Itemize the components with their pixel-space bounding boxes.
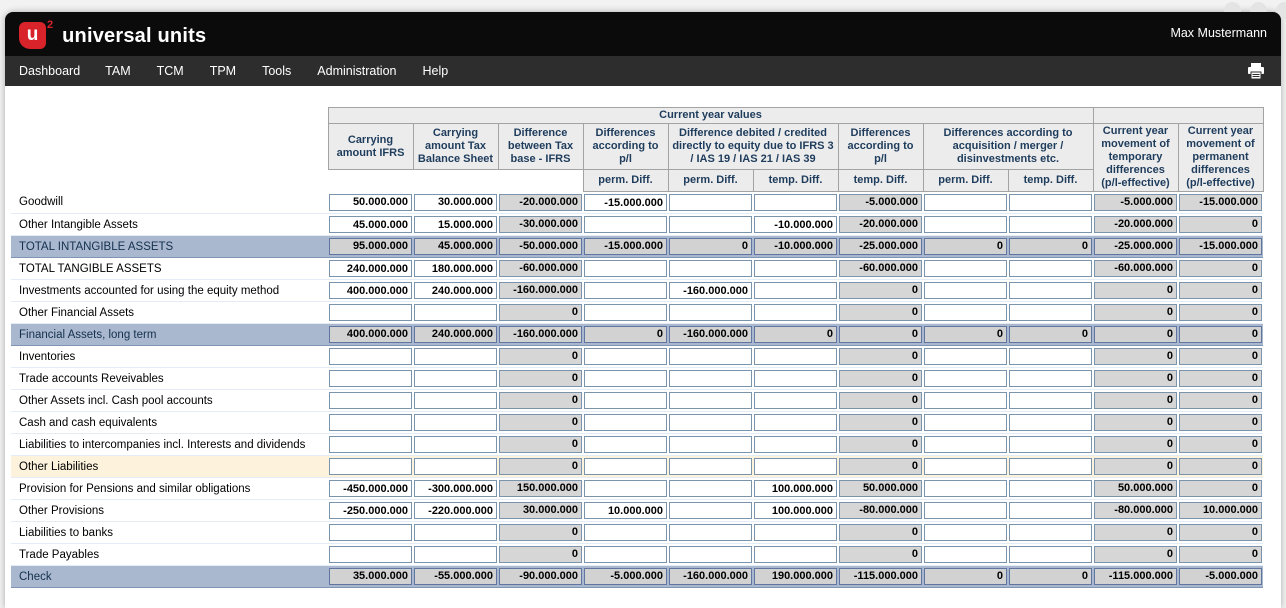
subheader-temp-diff: temp. Diff.	[1008, 170, 1093, 192]
cell-value: 0	[924, 326, 1007, 343]
table-row	[11, 434, 1263, 456]
row-label: Financial Assets, long term	[11, 324, 328, 346]
cell-input[interactable]	[584, 282, 667, 299]
cell-input[interactable]	[1009, 546, 1092, 563]
cell-value: 0	[1179, 304, 1262, 321]
current-user: Max Mustermann	[1170, 26, 1267, 40]
cell-input[interactable]	[924, 282, 1007, 299]
cell-input[interactable]	[329, 524, 412, 541]
cell-value: 0	[499, 414, 582, 431]
cell-input[interactable]	[584, 216, 667, 233]
cell-input[interactable]	[669, 480, 752, 497]
nav-item-administration[interactable]: Administration	[317, 64, 397, 78]
cell-input[interactable]	[584, 348, 667, 365]
cell-value: 0	[499, 370, 582, 387]
cell-value: -60.000.000	[839, 260, 922, 277]
cell-value: 0	[1179, 348, 1262, 365]
cell-value: -20.000.000	[499, 194, 582, 211]
cell-input[interactable]	[754, 502, 837, 519]
cell-value: -90.000.000	[499, 568, 582, 585]
cell-input[interactable]	[584, 480, 667, 497]
table-row	[11, 258, 1263, 280]
row-label: Other Financial Assets	[11, 302, 328, 324]
cell-value: -80.000.000	[839, 502, 922, 519]
table-body	[11, 192, 1263, 588]
cell-input[interactable]	[329, 260, 412, 277]
row-label: Trade Payables	[11, 544, 328, 566]
cell-value: -160.000.000	[499, 326, 582, 343]
cell-value: 45.000.000	[414, 238, 497, 255]
cell-input[interactable]	[329, 348, 412, 365]
nav-item-help[interactable]: Help	[422, 64, 449, 78]
cell-input[interactable]	[414, 282, 497, 299]
cell-value: -5.000.000	[584, 568, 667, 585]
app-logo	[19, 19, 206, 49]
row-label: Inventories	[11, 346, 328, 368]
cell-input[interactable]	[669, 282, 752, 299]
cell-input[interactable]	[924, 348, 1007, 365]
cell-value: 0	[1179, 370, 1262, 387]
cell-input[interactable]	[414, 216, 497, 233]
cell-value: 0	[1179, 414, 1262, 431]
table-row	[11, 544, 1263, 566]
cell-value: -25.000.000	[839, 238, 922, 255]
cell-value: 0	[499, 458, 582, 475]
col-header-diff-equity: Difference debited / credited directly to equity due to IFRS 3 / IAS 19 / IAS 21 / IAS 39	[668, 124, 838, 170]
row-label: Other Liabilities	[11, 456, 328, 478]
cell-input[interactable]	[1009, 458, 1092, 475]
table-row	[11, 478, 1263, 500]
cell-value: 0	[1179, 326, 1262, 343]
cell-value: 0	[1094, 348, 1177, 365]
table-row	[11, 412, 1263, 434]
cell-input[interactable]	[924, 502, 1007, 519]
main-nav	[5, 56, 1281, 86]
cell-value: -115.000.000	[839, 568, 922, 585]
cell-input[interactable]	[1009, 304, 1092, 321]
cell-input[interactable]	[329, 304, 412, 321]
cell-value: 0	[499, 546, 582, 563]
cell-input[interactable]	[329, 282, 412, 299]
cell-input[interactable]	[669, 524, 752, 541]
row-label: Investments accounted for using the equity method	[11, 280, 328, 302]
cell-value: -115.000.000	[1094, 568, 1177, 585]
group-header-current-year: Current year values	[328, 108, 1093, 124]
cell-input[interactable]	[924, 370, 1007, 387]
cell-input[interactable]	[414, 392, 497, 409]
cell-value: -25.000.000	[1094, 238, 1177, 255]
cell-value: 190.000.000	[754, 568, 837, 585]
cell-input[interactable]	[1009, 260, 1092, 277]
row-label: Liabilities to intercompanies incl. Interests and dividends	[11, 434, 328, 456]
cell-input[interactable]	[924, 436, 1007, 453]
cell-input[interactable]	[329, 502, 412, 519]
cell-input[interactable]	[414, 348, 497, 365]
cell-value: 0	[839, 414, 922, 431]
cell-value: -10.000.000	[754, 238, 837, 255]
cell-input[interactable]	[669, 348, 752, 365]
cell-input[interactable]	[754, 458, 837, 475]
cell-input[interactable]	[1009, 282, 1092, 299]
table-row	[11, 214, 1263, 236]
cell-value: 0	[499, 304, 582, 321]
cell-value: 0	[839, 304, 922, 321]
nav-item-dashboard[interactable]: Dashboard	[19, 64, 81, 78]
row-label: Trade accounts Reveivables	[11, 368, 328, 390]
cell-input[interactable]	[754, 546, 837, 563]
cell-value: 50.000.000	[1094, 480, 1177, 497]
cell-input[interactable]	[414, 546, 497, 563]
cell-input[interactable]	[669, 194, 752, 211]
cell-value: -15.000.000	[584, 238, 667, 255]
cell-value: 0	[1094, 546, 1177, 563]
cell-value: 0	[1179, 458, 1262, 475]
cell-input[interactable]	[669, 216, 752, 233]
subheader-temp-diff: temp. Diff.	[838, 170, 923, 192]
cell-value: 0	[924, 568, 1007, 585]
cell-input[interactable]	[414, 436, 497, 453]
cell-input[interactable]	[329, 216, 412, 233]
subheader-perm-diff: perm. Diff.	[668, 170, 753, 192]
table-row	[11, 390, 1263, 412]
cell-input[interactable]	[924, 216, 1007, 233]
cell-input[interactable]	[584, 436, 667, 453]
cell-input[interactable]	[924, 524, 1007, 541]
cell-input[interactable]	[414, 414, 497, 431]
cell-value: 0	[1094, 524, 1177, 541]
cell-value: 0	[1179, 392, 1262, 409]
cell-input[interactable]	[584, 524, 667, 541]
cell-value: 0	[839, 458, 922, 475]
cell-input[interactable]	[924, 392, 1007, 409]
row-label: Other Assets incl. Cash pool accounts	[11, 390, 328, 412]
cell-value: 0	[1179, 260, 1262, 277]
top-bar	[5, 12, 1281, 56]
cell-value: 0	[1009, 326, 1092, 343]
cell-input[interactable]	[754, 436, 837, 453]
tax-balance-table	[11, 107, 1264, 588]
cell-value: 0	[499, 436, 582, 453]
cell-input[interactable]	[1009, 392, 1092, 409]
cell-input[interactable]	[669, 304, 752, 321]
cell-value: 0	[499, 348, 582, 365]
cell-input[interactable]	[669, 414, 752, 431]
cell-input[interactable]	[754, 216, 837, 233]
cell-value: 0	[1094, 458, 1177, 475]
logo-wordmark: universal units	[62, 25, 207, 47]
cell-input[interactable]	[669, 436, 752, 453]
cell-value: -160.000.000	[499, 282, 582, 299]
cell-input[interactable]	[754, 282, 837, 299]
cell-input[interactable]	[754, 480, 837, 497]
cell-value: 0	[1094, 370, 1177, 387]
cell-value: 0	[839, 436, 922, 453]
row-label: TOTAL TANGIBLE ASSETS	[11, 258, 328, 280]
cell-value: 50.000.000	[839, 480, 922, 497]
cell-input[interactable]	[924, 458, 1007, 475]
cell-input[interactable]	[924, 480, 1007, 497]
cell-value: -20.000.000	[839, 216, 922, 233]
cell-value: 0	[1094, 326, 1177, 343]
cell-input[interactable]	[669, 458, 752, 475]
cell-value: 150.000.000	[499, 480, 582, 497]
cell-input[interactable]	[669, 260, 752, 277]
table-row	[11, 368, 1263, 390]
col-header-carrying-ifrs: Carrying amount IFRS	[328, 124, 413, 170]
col-header-carrying-tax: Carrying amount Tax Balance Sheet	[413, 124, 498, 170]
cell-input[interactable]	[414, 370, 497, 387]
cell-value: 0	[1179, 546, 1262, 563]
row-label: Check	[11, 566, 328, 588]
cell-input[interactable]	[414, 304, 497, 321]
cell-input[interactable]	[924, 260, 1007, 277]
cell-value: -30.000.000	[499, 216, 582, 233]
cell-value: 0	[499, 524, 582, 541]
cell-input[interactable]	[414, 480, 497, 497]
cell-value: 400.000.000	[329, 326, 412, 343]
cell-input[interactable]	[584, 370, 667, 387]
cell-input[interactable]	[584, 260, 667, 277]
row-label: TOTAL INTANGIBLE ASSETS	[11, 236, 328, 258]
table-row	[11, 566, 1263, 588]
cell-input[interactable]	[924, 304, 1007, 321]
cell-value: 0	[499, 392, 582, 409]
cell-input[interactable]	[754, 370, 837, 387]
row-label: Goodwill	[11, 192, 328, 214]
cell-input[interactable]	[1009, 480, 1092, 497]
cell-input[interactable]	[754, 524, 837, 541]
cell-input[interactable]	[329, 458, 412, 475]
cell-input[interactable]	[1009, 348, 1092, 365]
cell-input[interactable]	[584, 458, 667, 475]
cell-input[interactable]	[329, 194, 412, 211]
nav-item-tools[interactable]: Tools	[262, 64, 292, 78]
table-row	[11, 280, 1263, 302]
nav-item-tcm[interactable]: TCM	[156, 64, 184, 78]
cell-input[interactable]	[924, 414, 1007, 431]
cell-value: 0	[1179, 282, 1262, 299]
cell-input[interactable]	[414, 194, 497, 211]
cell-value: -60.000.000	[1094, 260, 1177, 277]
cell-value: -160.000.000	[669, 568, 752, 585]
cell-input[interactable]	[414, 502, 497, 519]
printer-icon[interactable]	[1247, 63, 1265, 79]
logo-u-icon: u	[19, 22, 46, 49]
cell-value: 0	[1094, 282, 1177, 299]
cell-value: 0	[839, 326, 922, 343]
col-header-cy-permanent: Current year movement of permanent differences (p/l-effective)	[1178, 124, 1263, 192]
row-label: Other Provisions	[11, 500, 328, 522]
table-header	[11, 108, 1263, 192]
col-header-diff-acquisition: Differences according to acquisition / merger / disinvestments etc.	[923, 124, 1093, 170]
cell-value: 0	[1179, 216, 1262, 233]
cell-input[interactable]	[754, 348, 837, 365]
row-label: Other Intangible Assets	[11, 214, 328, 236]
group-header-empty	[1093, 108, 1263, 124]
nav-item-tpm[interactable]: TPM	[209, 64, 237, 78]
cell-value: 0	[754, 326, 837, 343]
content-area	[5, 86, 1281, 588]
cell-input[interactable]	[584, 194, 667, 211]
cell-value: 0	[1094, 414, 1177, 431]
cell-value: 0	[839, 370, 922, 387]
cell-input[interactable]	[924, 194, 1007, 211]
subheader-temp-diff: temp. Diff.	[753, 170, 838, 192]
col-header-diff-pl-temp: Differences according to p/l	[838, 124, 923, 170]
cell-input[interactable]	[924, 546, 1007, 563]
app-window	[5, 12, 1281, 608]
cell-value: -20.000.000	[1094, 216, 1177, 233]
cell-value: 0	[1179, 524, 1262, 541]
table-row	[11, 192, 1263, 214]
cell-value: -160.000.000	[669, 326, 752, 343]
table-row	[11, 346, 1263, 368]
cell-input[interactable]	[414, 260, 497, 277]
cell-input[interactable]	[329, 546, 412, 563]
cell-value: 0	[1094, 304, 1177, 321]
cell-input[interactable]	[329, 392, 412, 409]
cell-value: 0	[1094, 392, 1177, 409]
cell-value: 0	[669, 238, 752, 255]
cell-input[interactable]	[1009, 216, 1092, 233]
table-row	[11, 302, 1263, 324]
col-header-cy-temporary: Current year movement of temporary differences (p/l-effective)	[1093, 124, 1178, 192]
cell-value: 0	[1009, 238, 1092, 255]
cell-value: -5.000.000	[839, 194, 922, 211]
row-label: Liabilities to banks	[11, 522, 328, 544]
cell-value: -5.000.000	[1179, 568, 1262, 585]
logo-superscript: 2	[47, 19, 54, 31]
cell-input[interactable]	[1009, 194, 1092, 211]
cell-input[interactable]	[414, 524, 497, 541]
cell-value: -80.000.000	[1094, 502, 1177, 519]
cell-value: 0	[584, 326, 667, 343]
cell-input[interactable]	[584, 414, 667, 431]
table-row	[11, 522, 1263, 544]
cell-value: -50.000.000	[499, 238, 582, 255]
cell-input[interactable]	[584, 502, 667, 519]
cell-input[interactable]	[329, 436, 412, 453]
cell-input[interactable]	[754, 260, 837, 277]
cell-value: 0	[839, 546, 922, 563]
cell-value: 0	[839, 392, 922, 409]
cell-input[interactable]	[754, 414, 837, 431]
cell-value: -15.000.000	[1179, 194, 1262, 211]
cell-value: -55.000.000	[414, 568, 497, 585]
col-header-difference-taxbase: Difference between Tax base - IFRS	[498, 124, 583, 170]
nav-item-tam[interactable]: TAM	[105, 64, 131, 78]
cell-value: 0	[1179, 480, 1262, 497]
subheader-perm-diff: perm. Diff.	[923, 170, 1008, 192]
cell-input[interactable]	[584, 546, 667, 563]
cell-input[interactable]	[669, 370, 752, 387]
cell-input[interactable]	[754, 304, 837, 321]
cell-input[interactable]	[584, 392, 667, 409]
row-label: Cash and cash equivalents	[11, 412, 328, 434]
cell-value: -5.000.000	[1094, 194, 1177, 211]
col-header-diff-pl-perm: Differences according to p/l	[583, 124, 668, 170]
cell-value: 0	[839, 348, 922, 365]
cell-value: 95.000.000	[329, 238, 412, 255]
cell-input[interactable]	[669, 546, 752, 563]
cell-value: 0	[839, 282, 922, 299]
cell-value: -15.000.000	[1179, 238, 1262, 255]
cell-input[interactable]	[1009, 502, 1092, 519]
row-label: Provision for Pensions and similar obligations	[11, 478, 328, 500]
cell-value: 35.000.000	[329, 568, 412, 585]
cell-value: 0	[1094, 436, 1177, 453]
cell-input[interactable]	[1009, 414, 1092, 431]
table-row	[11, 456, 1263, 478]
cell-input[interactable]	[329, 370, 412, 387]
cell-input[interactable]	[414, 458, 497, 475]
cell-input[interactable]	[669, 502, 752, 519]
cell-input[interactable]	[1009, 524, 1092, 541]
cell-input[interactable]	[754, 392, 837, 409]
cell-value: -60.000.000	[499, 260, 582, 277]
cell-input[interactable]	[584, 304, 667, 321]
table-row	[11, 500, 1263, 522]
cell-value: 0	[839, 524, 922, 541]
cell-input[interactable]	[329, 414, 412, 431]
subheader-perm-diff: perm. Diff.	[583, 170, 668, 192]
cell-value: 240.000.000	[414, 326, 497, 343]
cell-input[interactable]	[329, 480, 412, 497]
cell-input[interactable]	[1009, 370, 1092, 387]
table-row	[11, 236, 1263, 258]
cell-input[interactable]	[754, 194, 837, 211]
cell-input[interactable]	[669, 392, 752, 409]
table-row	[11, 324, 1263, 346]
cell-input[interactable]	[1009, 436, 1092, 453]
cell-value: 10.000.000	[1179, 502, 1262, 519]
cell-value: 0	[1009, 568, 1092, 585]
cell-value: 0	[1179, 436, 1262, 453]
cell-value: 30.000.000	[499, 502, 582, 519]
cell-value: 0	[924, 238, 1007, 255]
